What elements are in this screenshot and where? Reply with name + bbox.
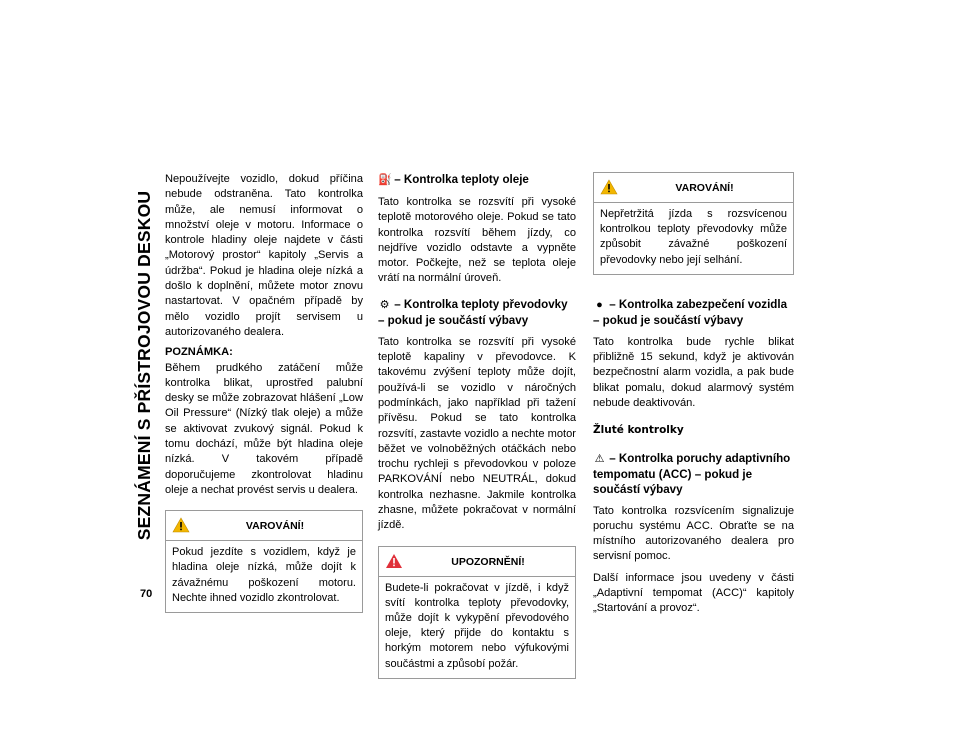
column-3 <box>593 172 794 623</box>
yellow-lights-heading: Žluté kontrolky <box>593 424 684 437</box>
trans-temp-title: – Kontrolka teploty převodovky – pokud je součástí výbavy <box>378 297 568 327</box>
column-1 <box>165 172 363 613</box>
caution-triangle-icon <box>385 553 403 569</box>
chapter-side-title <box>129 165 161 565</box>
acc-heading <box>593 451 794 497</box>
warning-triangle-icon <box>600 179 618 195</box>
warning-box-text: Nepřetržitá jízda s rozsvícenou kontrolkou teploty převodovky může způsobit závažné poškození převodovky nebo její selhání. <box>600 208 787 266</box>
note-text: Během prudkého zatáčení může kontrolka blikat, uprostřed palubní desky se může zobrazovat hlášení „Low Oil Pressure“ (Nízký tlak oleje) a může se aktivovat zvukový signál. Pokud k tomu dochází, může být hladina oleje nízká. V takovém případě doporučujeme zkontrolovat hladinu oleje a nechat provést servis u dealera. <box>165 361 363 496</box>
chapter-title-text: SEZNÁMENÍ S PŘÍSTROJOVOU DESKOU <box>134 190 155 540</box>
transmission-temperature-icon: ⚙ <box>379 298 390 311</box>
acc-text-2: Další informace jsou uvedeny v části „Adaptivní tempomat (ACC)“ kapitoly „Startování a provoz“. <box>593 571 794 615</box>
caution-box-text: Budete-li pokračovat v jízdě, i když svítí kontrolka teploty převodovky, může dojít k vykypění převodového oleje, který přijde do kontaktu s horkým motorem nebo výfukovými součástmi a způsobí požár. <box>385 581 569 670</box>
warning-box-oil <box>165 510 363 613</box>
warning-box-text: Pokud jezdíte s vozidlem, když je hladina oleje nízká, může dojít k závažnému poškození motoru. Nechte ihned vozidlo zkontrolovat. <box>172 546 356 604</box>
security-heading <box>593 297 794 328</box>
warning-box-title: VAROVÁNÍ! <box>675 182 734 194</box>
oil-temp-text: Tato kontrolka se rozsvítí při vysoké teplotě motorového oleje. Pokud se tato kontrolka rozsvítí během jízdy, co nejdříve vozidlo odstavte a vypněte motor. Počkejte, než se teplota oleje vrátí na normální úroveň. <box>378 196 576 285</box>
warning-box-header <box>594 173 793 203</box>
warning-triangle-icon <box>172 517 190 533</box>
acc-title: – Kontrolka poruchy adaptivního tempomatu (ACC) – pokud je součástí výbavy <box>593 451 791 496</box>
page-number: 70 <box>140 588 153 600</box>
oil-temperature-icon: ⛽ <box>378 174 392 186</box>
acc-fault-icon: ⚠ <box>594 452 605 465</box>
security-title: – Kontrolka zabezpečení vozidla – pokud je součástí výbavy <box>593 297 788 327</box>
trans-temp-heading <box>378 297 576 328</box>
vehicle-security-icon: ● <box>596 298 603 311</box>
acc-text-1: Tato kontrolka rozsvícením signalizuje poruchu systému ACC. Obraťte se na místního autorizovaného dealera pro servisní pomoc. <box>593 504 794 563</box>
note-heading: POZNÁMKA: <box>165 346 233 359</box>
trans-temp-text: Tato kontrolka se rozsvítí při vysoké teplotě kapaliny v převodovce. K takovému zvýšení teploty může dojít, používá-li se vozidlo v náročných podmínkách, jako například při tažení přívěsu. Pokud se tato kontrolka rozsvítí, zastavte vozidlo a nechte motor běžet ve volnoběžných otáčkách nebo trochu rychleji s převodovkou v poloze PARKOVÁNÍ nebo NEUTRÁL, dokud kontrolka nezhasne. Jakmile kontrolka zhasne, můžete pokračovat v normální jízdě. <box>378 335 576 532</box>
warning-box-transmission <box>593 172 794 275</box>
oil-pressure-intro: Nepoužívejte vozidlo, dokud příčina nebude odstraněna. Tato kontrolka může, ale nemusí informovat o množství oleje v motoru. Informace o kontrole hladiny oleje najdete v části „Motorový prostor“ kapitoly „Servis a údržba“. Pokud je hladina oleje nízká a došlo k doplnění, můžete motor znovu nastartovat. V opačném případě by mělo vozidlo projít servisem u autorizovaného dealera. <box>165 173 363 338</box>
column-2 <box>378 172 576 679</box>
caution-box-header <box>379 547 575 577</box>
oil-temp-heading <box>378 172 576 188</box>
security-text: Tato kontrolka bude rychle blikat přibližně 15 sekund, když je aktivován bezpečnostní alarm vozidla, a pak bude blikat pomalu, dokud alarmový systém nebude deaktivován. <box>593 335 794 409</box>
warning-box-title: VAROVÁNÍ! <box>245 520 305 533</box>
warning-box-header <box>166 511 362 541</box>
caution-box-title: UPOZORNĚNÍ! <box>451 555 525 568</box>
caution-box <box>378 546 576 679</box>
oil-temp-title: – Kontrolka teploty oleje <box>394 173 529 186</box>
